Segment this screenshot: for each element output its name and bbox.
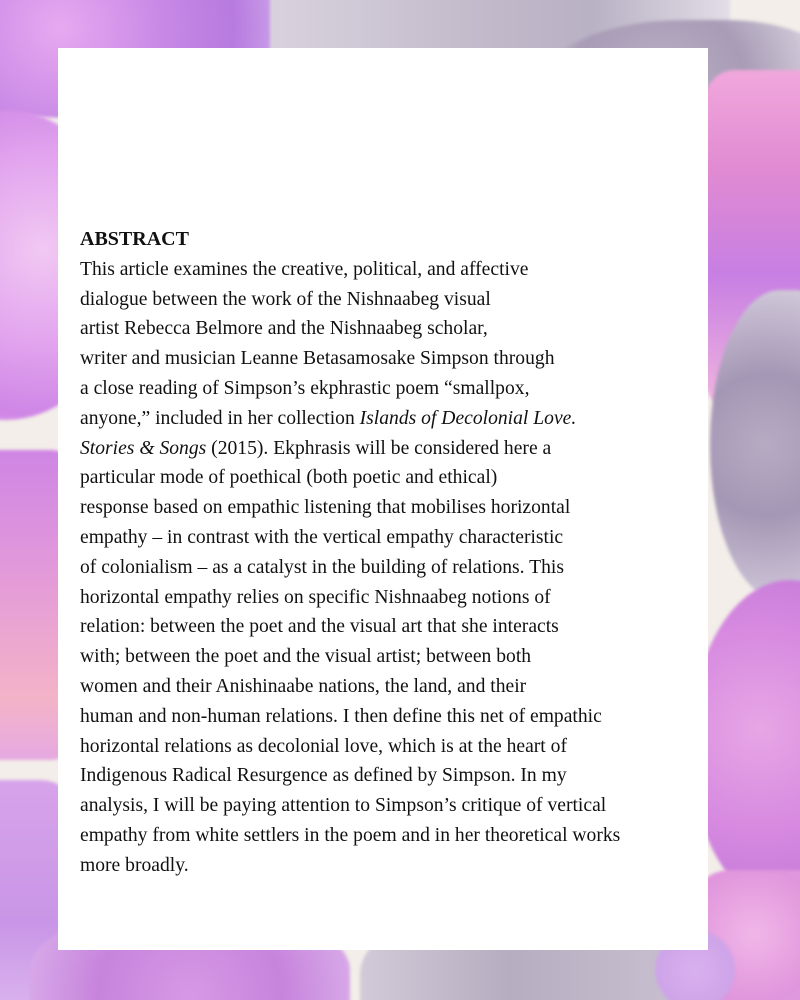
abstract-text-part2: (2015). Ekphrasis will be considered here a particular mode of poethical (both poetic and ethical) response based on empathic listening that mobilises horizontal empathy – in contrast with the vertical empathy characteristic of colonialism – as a catalyst in the building of relations. This horizontal empathy relies on specific Nishnaabeg notions of relation: between the poet and the visual art that she interacts with; between the poet and the visual artist; between both women and their Anishinaabe nations, the land, and their human and non-human relations. I then define this net of empathic horizontal relations as decolonial love, which is at the heart of Indigenous Radical Resurgence as defined by Simpson. In my analysis, I will be paying attention to Simpson’s critique of vertical empathy from white settlers in the poem and in her theoretical works more broadly. [80, 437, 621, 876]
abstract-block [80, 225, 700, 881]
abstract-text-part1: This article examines the creative, political, and affective dialogue between the work of the Nishnaabeg visual artist Rebecca Belmore and the Nishnaabeg scholar, writer and musician Leanne Betasamosake Simpson through a close reading of Simpson’s ekphrastic poem “smallpox, anyone,” included in her collection [80, 258, 555, 429]
book-title: Islands of Decolonial Love. Stories & Songs [80, 407, 577, 459]
abstract-heading: ABSTRACT [80, 228, 189, 250]
abstract-paragraph [80, 255, 700, 881]
